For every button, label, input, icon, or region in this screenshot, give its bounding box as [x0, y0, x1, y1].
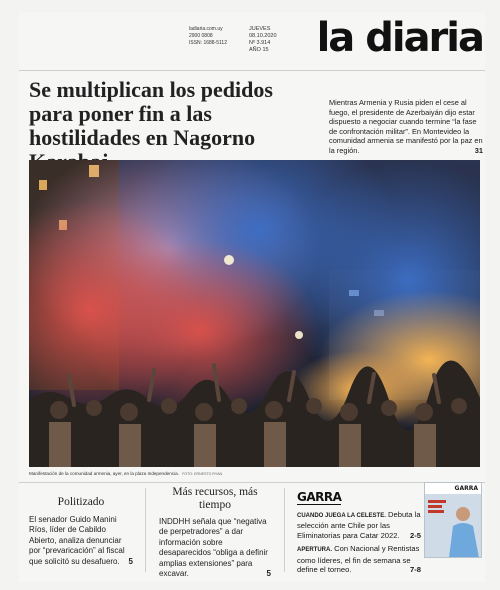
garra-cover-thumbnail[interactable]: [424, 482, 482, 558]
masthead-phone: 2900 0808: [189, 33, 213, 39]
masthead-weekday: JUEVES: [249, 26, 271, 32]
garra-item-kicker: APERTURA.: [297, 547, 333, 554]
newspaper-front-page: [19, 12, 485, 582]
column-separator: [284, 488, 285, 572]
lead-lede-text: Mientras Armenia y Rusia piden el cese al fuego, el presidente de Azerbaiyán dijo estar dispuesto a negociar cuando termine “la fase de confrontación militar”. En Montevideo la comunidad armenia se manifestó por la paz en la región.: [329, 98, 483, 155]
garra-logo[interactable]: GARRA: [297, 490, 342, 504]
garra-cover-header: [425, 483, 481, 494]
garra-item-text: Debuta la selección ante Chile por las Eliminatorias para Catar 2022.: [297, 510, 421, 540]
photo-credit: FOTO: ERNESTO RYAN: [182, 472, 223, 476]
column-recursos-page: 5: [266, 569, 271, 579]
garra-cover-image: [425, 494, 482, 558]
masthead-issue: Nº 3.914: [249, 40, 271, 46]
masthead-divider: [19, 70, 485, 71]
lead-lede: [329, 98, 483, 156]
lead-headline[interactable]: Se multiplican los pedidos para poner fin a las hostilidades en Nagorno: [29, 77, 273, 150]
garra-item-page: 7-8: [410, 565, 421, 575]
lead-photo[interactable]: [29, 160, 480, 467]
photo-caption: [29, 471, 480, 476]
garra-item-page: 2-5: [410, 530, 421, 540]
column-politizado-title: Politizado: [57, 496, 105, 508]
masthead-site[interactable]: ladiaria.com.uy: [189, 26, 223, 32]
masthead: [19, 12, 485, 70]
garra-item-kicker: CUANDO JUEGA LA CELESTE.: [297, 513, 386, 519]
masthead-contact: [189, 26, 227, 47]
column-recursos-body: [159, 517, 271, 579]
garra-section[interactable]: [297, 488, 421, 574]
column-separator: [145, 488, 146, 572]
masthead-edition: [249, 26, 277, 54]
lead-page-number: 31: [474, 145, 483, 155]
protest-smoke-photo: [29, 160, 480, 467]
masthead-date: 08.10.2020: [249, 33, 277, 39]
column-politizado[interactable]: [29, 496, 133, 567]
garra-cover-logo: GARRA: [454, 485, 478, 492]
column-politizado-body: [29, 515, 133, 567]
column-recursos-text: INDDHH señala que “negativa de perpetradores” a dar información sobre desaparecidos “obliga a definir amplias extensiones” para excavar.: [159, 517, 268, 579]
garra-item[interactable]: [297, 510, 421, 540]
column-politizado-text: El senador Guido Manini Ríos, líder de Cabildo Abierto, analiza denunciar por “prevaricación” al fiscal que solicitó su desafuero.: [29, 515, 125, 566]
garra-item-text: Con Nacional y Rentistas como líderes, el fin de semana se define el torneo.: [297, 544, 420, 575]
masthead-year: AÑO 15: [249, 47, 269, 53]
la-diaria-logo[interactable]: la diaria: [316, 15, 483, 61]
column-politizado-page: 5: [128, 556, 133, 566]
column-recursos-title: Más recursos, más tiempo: [172, 486, 258, 511]
column-recursos[interactable]: [159, 486, 271, 579]
masthead-issn: ISSN: 1688-5112: [189, 40, 227, 46]
garra-item[interactable]: [297, 544, 421, 574]
bottom-divider: [19, 482, 485, 483]
photo-caption-text: Manifestación de la comunidad armenia, ayer, en la plaza Independencia.: [29, 471, 179, 476]
